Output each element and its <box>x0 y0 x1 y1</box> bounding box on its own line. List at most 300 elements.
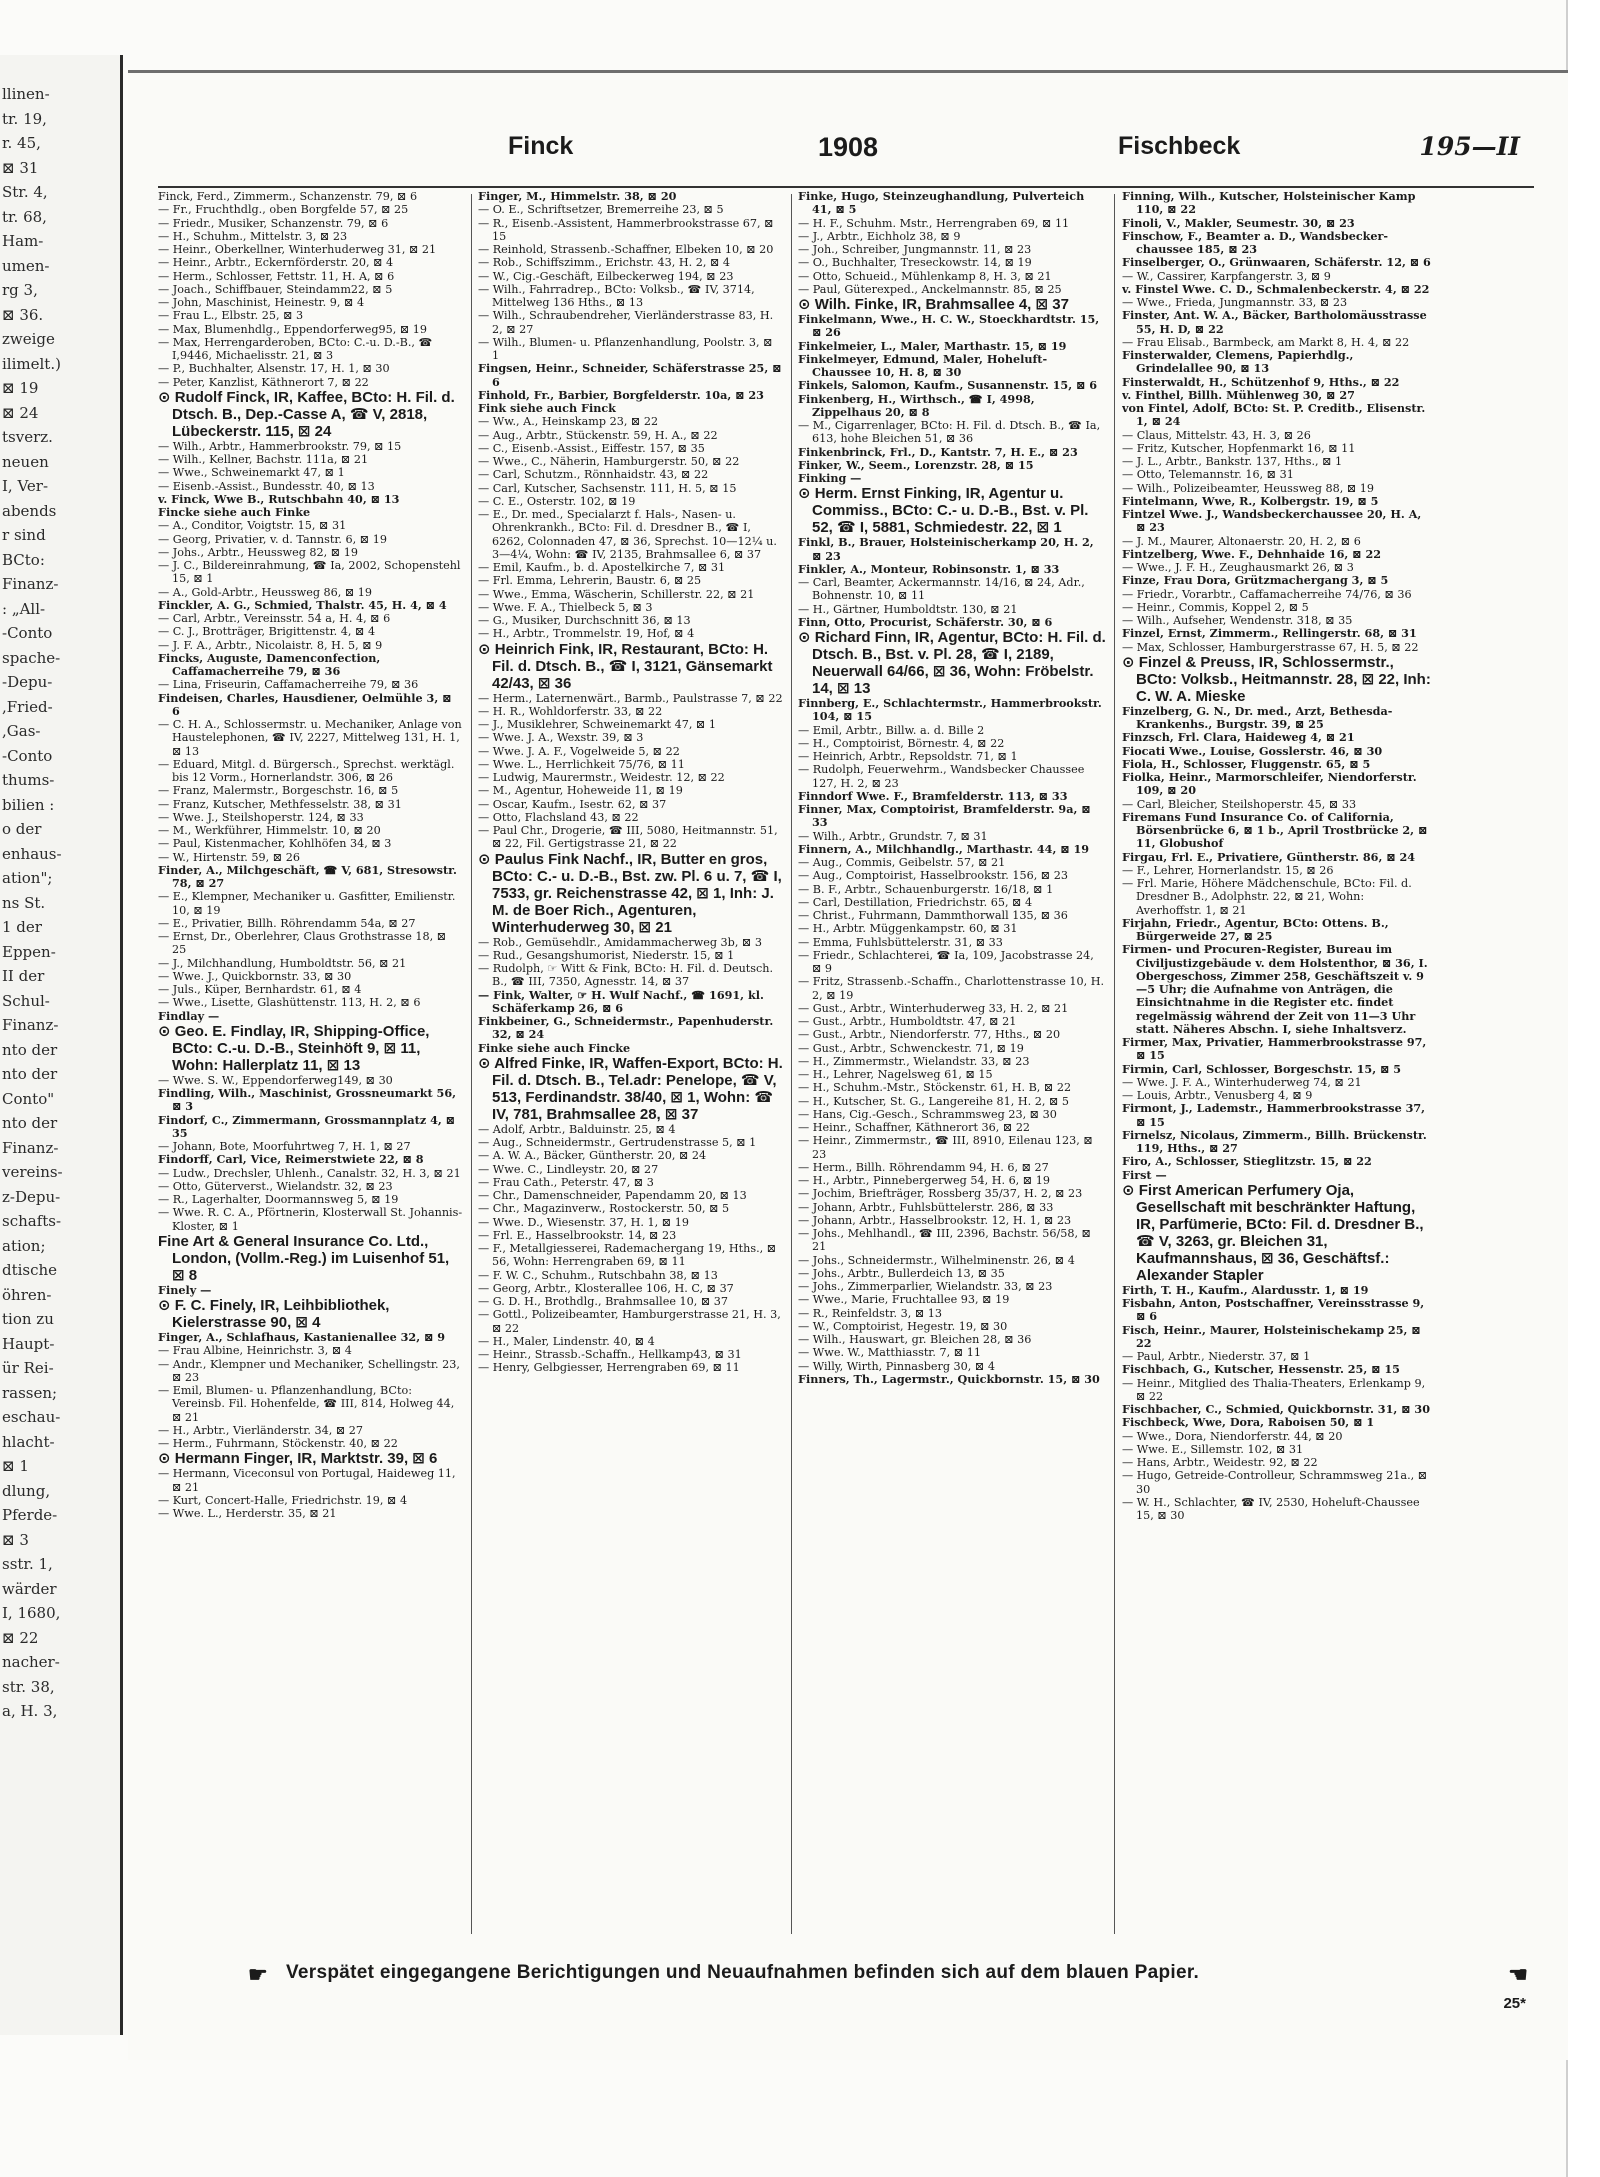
scan-margin <box>1566 0 1600 2177</box>
directory-entry: Finndorf Wwe. F., Bramfelderstr. 113, ⊠ 33 <box>798 789 1068 803</box>
directory-entry: — E., Privatier, Billh. Röhrendamm 54a, ⊠ 27 <box>158 916 416 930</box>
pointing-hand-icon: ☚ <box>1508 1962 1528 1988</box>
adjacent-page-fragment: wärder <box>2 1579 57 1598</box>
directory-entry: — Juls., Küper, Bernhardstr. 61, ⊠ 4 <box>158 983 362 996</box>
adjacent-page-fragment: dlung, <box>2 1481 51 1500</box>
adjacent-page-fragment: nto der <box>2 1114 58 1132</box>
adjacent-page-fragment: r. 45, <box>2 134 41 152</box>
directory-entry: — Oscar, Kaufm., Isestr. 62, ⊠ 37 <box>478 797 667 811</box>
directory-entry: ⊙ Hermann Finger, IR, Marktstr. 39, ⊠ 6 <box>158 1450 438 1468</box>
adjacent-page-fragment: dtische <box>2 1261 58 1279</box>
directory-entry: ⊙ Alfred Finke, IR, Waffen-Export, BCto: H. Fil. d. Dtsch. B., Tel.adr: Penelope, ☎ V, 513, Ferdinandstr. 38/40, ⊠ 1, Wohn: ☎ IV, 781, Brahmsallee 28, ⊠ 37 <box>478 1054 783 1123</box>
directory-entry: — Herm., Billh. Röhrendamm 94, H. 6, ⊠ 27 <box>798 1160 1049 1174</box>
directory-entry: Findlay — <box>158 1009 220 1023</box>
directory-entry: — R., Lagerhalter, Doormannsweg 5, ⊠ 19 <box>158 1193 399 1206</box>
adjacent-page-fragment: Haupt- <box>2 1334 55 1353</box>
directory-entry: First — <box>1122 1168 1167 1182</box>
adjacent-page-fragment: ns St. <box>2 893 46 912</box>
directory-entry: — Wwe., Schweinemarkt 47, ⊠ 1 <box>158 466 345 480</box>
directory-entry: — Georg, Privatier, v. d. Tannstr. 6, ⊠ 19 <box>158 532 387 546</box>
directory-entry: — Johann, Arbtr., Hasselbrookstr. 12, H. 1, ⊠ 23 <box>798 1213 1072 1227</box>
directory-entry: — Fritz, Kutscher, Hopfenmarkt 16, ⊠ 11 <box>1122 441 1356 455</box>
directory-entry: Finkbeiner, G., Schneidermstr., Papenhuderstr. 32, ⊠ 24 <box>478 1015 774 1042</box>
directory-entry: — Gust., Arbtr., Winterhuderweg 33, H. 2, ⊠ 21 <box>798 1001 1069 1015</box>
directory-entry: — Emil, Blumen- u. Pflanzenhandlung, BCto: Vereinsb. Fil. Hohenfelde, ☎ III, 814, Holweg 44, ⊠ 21 <box>158 1384 455 1424</box>
directory-entry: — Frau L., Elbstr. 25, ⊠ 3 <box>158 309 304 323</box>
directory-entry: — Wwe. D., Wiesenstr. 37, H. 1, ⊠ 19 <box>478 1215 689 1229</box>
directory-entry: — Emma, Fuhlsbüttelerstr. 31, ⊠ 33 <box>798 935 1003 949</box>
directory-entry: — Friedr., Schlachterei, ☎ Ia, 109, Jacobstrasse 24, ⊠ 9 <box>798 948 1094 975</box>
adjacent-page-fragment: Pferde- <box>2 1506 58 1524</box>
directory-entry: Finnern, A., Milchhandlg., Marthastr. 44, ⊠ 19 <box>798 842 1090 856</box>
directory-entry: — Wilh., Arbtr., Grundstr. 7, ⊠ 31 <box>798 829 988 843</box>
directory-entry: ⊙ Wilh. Finke, IR, Brahmsallee 4, ⊠ 37 <box>798 296 1069 313</box>
directory-entry: — G., Musiker, Durchschnitt 36, ⊠ 13 <box>478 614 691 627</box>
adjacent-page-fragment: BCto: <box>2 550 45 569</box>
directory-entry: Finsterwaldt, H., Schützenhof 9, Hths., ⊠ 22 <box>1122 375 1400 389</box>
adjacent-page-fragment: ⊠ 24 <box>2 403 39 422</box>
directory-entry: — Otto, Schueid., Mühlenkamp 8, H. 3, ⊠ 21 <box>798 269 1052 283</box>
directory-entry: — Wilh., Arbtr., Hammerbrookstr. 79, ⊠ 15 <box>158 439 402 453</box>
directory-entry: — Fr., Fruchthdlg., oben Borgfelde 57, ⊠ 25 <box>158 203 409 217</box>
directory-entry: — Wilh., Aufseher, Wendenstr. 318, ⊠ 35 <box>1122 614 1353 627</box>
adjacent-page-fragment: sstr. 1, <box>2 1555 53 1573</box>
column-1 <box>158 190 463 1940</box>
adjacent-page-fragment: Eppen- <box>2 942 56 961</box>
adjacent-page-fragment: ⊠ 19 <box>2 379 39 397</box>
column-3 <box>798 190 1106 1940</box>
directory-entry: — Paul Chr., Drogerie, ☎ III, 5080, Heitmannstr. 51, ⊠ 22, Fil. Gertigstrasse 21, ⊠ 22 <box>478 824 778 851</box>
directory-entry: Finhold, Fr., Barbier, Borgfelderstr. 10a, ⊠ 23 <box>478 388 764 402</box>
directory-entry: — G. D. H., Brothdlg., Brahmsallee 10, ⊠ 37 <box>478 1295 729 1308</box>
directory-entry: Finster, Ant. W. A., Bäcker, Bartholomäusstrasse 55, H. D, ⊠ 22 <box>1122 309 1427 336</box>
directory-entry: Firmen- und Procuren-Register, Bureau im Civiljustizgebäude v. dem Holstenthor, ⊠ 36, I. Obergeschoss, Zimmer 258, Geschäftszeit v. 9—5 Uhr; die Aufnahme von Anträgen, die Einsichtnahme in die Register etc. findet regelmässig während der Zeit von 11—3 Uhr statt. Näheres Abschn. I, siehe Inhaltsverz. <box>1122 943 1428 1036</box>
directory-entry: — J. M., Maurer, Altonaerstr. 20, H. 2, ⊠ 6 <box>1122 534 1361 548</box>
directory-entry: — Johs., Schneidermstr., Wilhelminenstr. 26, ⊠ 4 <box>798 1253 1075 1267</box>
directory-entry: — Ernst, Dr., Oberlehrer, Claus Grothstrasse 18, ⊠ 25 <box>158 930 447 957</box>
directory-entry: — Heinr., Zimmermstr., ☎ III, 8910, Eilenau 123, ⊠ 23 <box>798 1134 1093 1161</box>
adjacent-page-fragment: rassen; <box>2 1383 58 1402</box>
directory-entry: Fintelmann, Wwe, R., Kolbergstr. 19, ⊠ 5 <box>1122 494 1379 508</box>
directory-entry: Fischbach, G., Kutscher, Hessenstr. 25, ⊠ 15 <box>1122 1363 1400 1377</box>
directory-entry: — H. R., Wohldorferstr. 33, ⊠ 22 <box>478 704 663 718</box>
directory-entry: — H., Zimmermstr., Wielandstr. 33, ⊠ 23 <box>798 1054 1030 1068</box>
directory-entry: Finzsch, Frl. Clara, Haideweg 4, ⊠ 21 <box>1122 731 1355 745</box>
directory-entry: — Max, Herrengarderoben, BCto: C.-u. D.-B., ☎ I,9446, Michaelisstr. 21, ⊠ 3 <box>158 335 433 362</box>
directory-entry: — Frl. Marie, Höhere Mädchenschule, BCto: Fil. d. Dresdner B., Adolphstr. 22, ⊠ 21, Wohn: Averhoffstr. 1, ⊠ 21 <box>1122 877 1412 917</box>
directory-entry: von Fintel, Adolf, BCto: St. P. Creditb., Elisenstr. 1, ⊠ 24 <box>1122 402 1426 429</box>
directory-entry: — Eduard, Mitgl. d. Bürgersch., Sprechst. werktägl. bis 12 Vorm., Hornerlandstr. 306, ⊠ 26 <box>158 757 455 784</box>
directory-entry: — Herm., Schlosser, Fettstr. 11, H. A, ⊠ 6 <box>158 269 395 283</box>
directory-entry: — Carl, Kutscher, Sachsenstr. 111, H. 5, ⊠ 15 <box>478 481 737 495</box>
directory-entry: — H., Arbtr. Müggenkampstr. 60, ⊠ 31 <box>798 922 1018 936</box>
directory-entry: ⊙ Herm. Ernst Finking, IR, Agentur u. Commiss., BCto: C.- u. D.-B., Bst. v. Pl. 52, ☎ I, 5881, Schmiedestr. 22, ⊠ 1 <box>798 485 1089 537</box>
column-4 <box>1122 190 1432 1940</box>
directory-entry: Fincks, Auguste, Damenconfection, Caffamacherreihe 79, ⊠ 36 <box>158 651 381 678</box>
directory-entry: — Joh., Schreiber, Jungmannstr. 11, ⊠ 23 <box>798 243 1032 256</box>
directory-entry: — F. W. C., Schuhm., Rutschbahn 38, ⊠ 13 <box>478 1268 718 1282</box>
directory-entry: — Henry, Gelbgiesser, Herrengraben 69, ⊠ 11 <box>478 1361 740 1375</box>
directory-entry: — Hermann, Viceconsul von Portugal, Haideweg 11, ⊠ 21 <box>158 1467 456 1494</box>
directory-entry: — Johs., Zimmerparlier, Wielandstr. 33, ⊠ 23 <box>798 1280 1053 1293</box>
adjacent-page-fragment: tr. 19, <box>2 109 47 128</box>
directory-entry: — Frau Elisab., Barmbeck, am Markt 8, H. 4, ⊠ 22 <box>1122 335 1410 349</box>
adjacent-page-fragment: o der <box>2 820 42 838</box>
directory-entry: Finker, W., Seem., Lorenzstr. 28, ⊠ 15 <box>798 458 1034 472</box>
directory-entry: — Hans, Arbtr., Weidestr. 92, ⊠ 22 <box>1122 1456 1318 1469</box>
directory-entry: Firemans Fund Insurance Co. of California, Börsenbrücke 6, ⊠ 1 b., April Trostbrücke 2, ⊠ 11, Globushof <box>1122 810 1428 851</box>
directory-entry: — Max, Blumenhdlg., Eppendorferweg95, ⊠ 19 <box>158 322 428 336</box>
adjacent-page-fragment: nto der <box>2 1065 58 1083</box>
directory-entry: — Gust., Arbtr., Schwenckestr. 71, ⊠ 19 <box>798 1041 1024 1055</box>
directory-entry: — Wwe., Emma, Wäscherin, Schillerstr. 22, ⊠ 21 <box>478 587 755 601</box>
directory-entry: — Ludw., Drechsler, Uhlenh., Canalstr. 32, H. 3, ⊠ 21 <box>158 1166 461 1180</box>
directory-entry: — Paul, Kistenmacher, Kohlhöfen 34, ⊠ 3 <box>158 837 392 851</box>
directory-entry: Firmin, Carl, Schlosser, Borgeschstr. 15, ⊠ 5 <box>1122 1062 1402 1076</box>
directory-entry: — Wwe. W., Matthiasstr. 7, ⊠ 11 <box>798 1346 981 1360</box>
directory-entry: Finely — <box>158 1283 212 1297</box>
directory-entry: Firnelsz, Nicolaus, Zimmerm., Billh. Brückenstr. 119, Hths., ⊠ 27 <box>1122 1128 1427 1155</box>
pointing-hand-icon: ☛ <box>248 1962 268 1988</box>
directory-entry: ⊙ F. C. Finely, IR, Leihbibliothek, Kielerstrasse 90, ⊠ 4 <box>158 1297 390 1331</box>
directory-entry: — Rudolph, Feuerwehrm., Wandsbecker Chaussee 127, H. 2, ⊠ 23 <box>798 763 1085 790</box>
header-rule <box>158 186 1534 188</box>
directory-entry: — Franz, Kutscher, Methfesselstr. 38, ⊠ 31 <box>158 797 402 811</box>
directory-entry: — Rob., Gemüsehdlr., Amidammacherweg 3b, ⊠ 3 <box>478 935 762 949</box>
directory-entry: — H., Lehrer, Nagelsweg 61, ⊠ 15 <box>798 1068 993 1081</box>
adjacent-page-fragment: öhren- <box>2 1285 52 1304</box>
directory-entry: — Emil, Arbtr., Billw. a. d. Bille 2 <box>798 723 985 737</box>
directory-entry: v. Finck, Wwe B., Rutschbahn 40, ⊠ 13 <box>158 492 400 506</box>
directory-entry: Finckler, A. G., Schmied, Thalstr. 45, H. 4, ⊠ 4 <box>158 598 447 612</box>
page-footer <box>248 1960 1528 1992</box>
directory-entry: — M., Agentur, Hoheweide 11, ⊠ 19 <box>478 784 683 798</box>
directory-entry: — W., Hirtenstr. 59, ⊠ 26 <box>158 850 300 864</box>
adjacent-page-fragment: Conto" <box>2 1089 55 1108</box>
directory-entry: Firth, T. H., Kaufm., Alardusstr. 1, ⊠ 19 <box>1122 1283 1369 1297</box>
directory-entry: — Johann, Bote, Moorfuhrtweg 7, H. 1, ⊠ 27 <box>158 1140 411 1153</box>
adjacent-page-fragment: Schul- <box>2 991 50 1010</box>
directory-entry: — Paul, Arbtr., Niederstr. 37, ⊠ 1 <box>1122 1350 1311 1363</box>
directory-entry: — F., Metallgiesserei, Rademachergang 19, Hths., ⊠ 56, Wohn: Herrengraben 69, ⊠ 11 <box>478 1242 777 1269</box>
directory-entry: — Johs., Mehlhandl., ☎ III, 2396, Bachstr. 56/58, ⊠ 21 <box>798 1227 1091 1254</box>
top-rule <box>128 70 1568 73</box>
column-2 <box>478 190 783 1940</box>
directory-entry: Fintzelberg, Wwe. F., Dehnhaide 16, ⊠ 22 <box>1122 547 1382 561</box>
adjacent-page-fragment: Finanz- <box>2 1016 59 1034</box>
adjacent-page-fragment: zweige <box>2 330 55 348</box>
adjacent-page-fragment: Ham- <box>2 232 44 250</box>
directory-entry: — R., Reinfeldstr. 3, ⊠ 13 <box>798 1306 943 1320</box>
directory-entry: ⊙ Richard Finn, IR, Agentur, BCto: H. Fil. d. Dtsch. B., Bst. v. Pl. 28, ☎ I, 2189, Neuerwall 64/66, ⊠ 36, Wohn: Fröbelstr. 14, ⊠ 13 <box>798 629 1106 697</box>
directory-entry: — Frau Cath., Peterstr. 47, ⊠ 3 <box>478 1175 654 1189</box>
adjacent-page-fragment: thums- <box>2 771 55 789</box>
directory-entry: Finking — <box>798 472 862 485</box>
directory-entry: — Heinrich, Arbtr., Repsoldstr. 71, ⊠ 1 <box>798 750 1018 763</box>
adjacent-page-fragment: neuen <box>2 452 49 471</box>
adjacent-page-fragment: Finanz- <box>2 575 59 593</box>
directory-entry: — J., Milchhandlung, Humboldtstr. 56, ⊠ 21 <box>158 956 407 970</box>
directory-entry: Finzel, Ernst, Zimmerm., Rellingerstr. 68, ⊠ 31 <box>1122 627 1417 641</box>
directory-entry: — W. H., Schlachter, ☎ IV, 2530, Hoheluft-Chaussee 15, ⊠ 30 <box>1122 1495 1420 1522</box>
adjacent-page-fragment: eschau- <box>2 1408 61 1426</box>
adjacent-page-fragment: schafts- <box>2 1212 62 1230</box>
directory-entry: — Otto, Flachsland 43, ⊠ 22 <box>478 810 639 824</box>
directory-entry: — E., Klempner, Mechaniker u. Gasfitter, Emilienstr. 10, ⊠ 19 <box>158 890 456 917</box>
directory-entry: Finoli, V., Makler, Seumestr. 30, ⊠ 23 <box>1122 216 1355 230</box>
directory-entry: — A., Conditor, Voigtstr. 15, ⊠ 31 <box>158 519 347 533</box>
directory-entry: Fintzel Wwe. J., Wandsbeckerchaussee 20, H. A, ⊠ 23 <box>1122 508 1422 535</box>
directory-entry: — Carl, Arbtr., Vereinsstr. 54 a, H. 4, ⊠ 6 <box>158 612 391 625</box>
adjacent-page-fragment: vereins- <box>2 1163 63 1181</box>
directory-entry: — R., Eisenb.-Assistent, Hammerbrookstrasse 67, ⊠ 15 <box>478 216 774 243</box>
directory-entry: — Wwe., Lisette, Glashüttenstr. 113, H. 2, ⊠ 6 <box>158 996 421 1010</box>
directory-entry: — J., Arbtr., Eichholz 38, ⊠ 9 <box>798 229 961 243</box>
directory-entry: — A., Gold-Arbtr., Heussweg 86, ⊠ 19 <box>158 585 373 599</box>
directory-entry: — Johs., Arbtr., Heussweg 82, ⊠ 19 <box>158 545 358 559</box>
directory-entry: — Paul, Güterexped., Anckelmannstr. 85, ⊠ 25 <box>798 282 1062 296</box>
directory-entry: Fiolka, Heinr., Marmorschleifer, Niendorferstr. 109, ⊠ 20 <box>1122 771 1417 798</box>
column-divider <box>471 194 472 1934</box>
directory-entry: Finke siehe auch Fincke <box>478 1041 631 1055</box>
directory-entry: Finner, Max, Comptoirist, Bramfelderstr. 9a, ⊠ 33 <box>798 803 1091 830</box>
directory-entry: — Lina, Friseurin, Caffamacherreihe 79, ⊠ 36 <box>158 678 419 692</box>
directory-entry: — Wwe. J. F. A., Winterhuderweg 74, ⊠ 21 <box>1122 1075 1362 1089</box>
directory-entry: — Aug., Comptoirist, Hasselbrookstr. 156, ⊠ 23 <box>798 869 1068 883</box>
page-header <box>128 132 1568 178</box>
directory-entry: — Georg, Arbtr., Klosterallee 106, H. C, ⊠ 37 <box>478 1281 734 1295</box>
directory-entry: Findorf, C., Zimmermann, Grossmannplatz 4, ⊠ 35 <box>158 1113 456 1140</box>
directory-entry: — M., Werkführer, Himmelstr. 10, ⊠ 20 <box>158 824 381 837</box>
directory-entry: Fisch, Heinr., Maurer, Holsteinischekamp 25, ⊠ 22 <box>1122 1323 1421 1350</box>
directory-entry: Finkenbrinck, Frl., D., Kantstr. 7, H. E., ⊠ 23 <box>798 445 1078 459</box>
directory-entry: Firmer, Max, Privatier, Hammerbrookstrasse 97, ⊠ 15 <box>1122 1036 1427 1063</box>
directory-entry: Finck, Ferd., Zimmerm., Schanzenstr. 79, ⊠ 6 <box>158 190 418 203</box>
directory-entry: — Gust., Arbtr., Humboldtstr. 47, ⊠ 21 <box>798 1015 1017 1028</box>
directory-entry: — Carl, Schutzm., Rönnhaidstr. 43, ⊠ 22 <box>478 468 709 482</box>
directory-entry: — M., Cigarrenlager, BCto: H. Fil. d. Dtsch. B., ☎ Ia, 613, hohe Bleichen 51, ⊠ 36 <box>798 419 1101 446</box>
directory-entry: — H. F., Schuhm. Mstr., Herrengraben 69, ⊠ 11 <box>798 216 1070 230</box>
directory-entry: — Hugo, Getreide-Controlleur, Schrammsweg 21a., ⊠ 30 <box>1122 1469 1428 1496</box>
adjacent-page-fragment: -Conto <box>2 624 53 642</box>
directory-entry: Fischbeck, Wwe, Dora, Raboisen 50, ⊠ 1 <box>1122 1416 1375 1430</box>
directory-entry: — Johs., Arbtr., Bullerdeich 13, ⊠ 35 <box>798 1266 1005 1280</box>
directory-entry: — F., Lehrer, Hornerlandstr. 15, ⊠ 26 <box>1122 863 1334 877</box>
directory-entry: Fischbacher, C., Schmied, Quickbornstr. 31, ⊠ 30 <box>1122 1403 1430 1416</box>
adjacent-page-fragment: ⊠ 3 <box>2 1530 29 1549</box>
directory-entry: Finkelmeier, L., Maler, Marthastr. 15, ⊠ 19 <box>798 339 1067 353</box>
adjacent-page-fragment: ⊠ 31 <box>2 158 39 177</box>
directory-entry: — Wwe. F. A., Thielbeck 5, ⊠ 3 <box>478 600 653 614</box>
directory-entry: ⊙ Paulus Fink Nachf., IR, Butter en gros, BCto: C.- u. D.-B., Bst. zw. Pl. 6 u. 7, ☎ I, 7533, gr. Reichenstrasse 42, ⊠ 1, Inh: J. M. de Boer Rich., Agenturen, Winterhuderweg 30, ⊠ 21 <box>478 850 782 936</box>
directory-entry: — H., Arbtr., Vierländerstr. 34, ⊠ 27 <box>158 1423 364 1437</box>
adjacent-page-fragment: ⊠ 22 <box>2 1628 39 1647</box>
directory-entry: — Wilh., Fahrradrep., BCto: Volksb., ☎ IV, 3714, Mittelweg 136 Hths., ⊠ 13 <box>478 282 755 309</box>
directory-page <box>128 70 1568 2060</box>
directory-entry: — Adolf, Arbtr., Balduinstr. 25, ⊠ 4 <box>478 1122 676 1136</box>
directory-entry: — Joach., Schiffbauer, Steindamm22, ⊠ 5 <box>158 282 393 296</box>
directory-entry: — Eisenb.-Assist., Bundesstr. 40, ⊠ 13 <box>158 479 375 493</box>
directory-entry: Finning, Wilh., Kutscher, Holsteinischer Kamp 110, ⊠ 22 <box>1122 190 1416 217</box>
adjacent-page-fragment: ⊠ 1 <box>2 1457 29 1475</box>
directory-entry: ⊙ Rudolf Finck, IR, Kaffee, BCto: H. Fil. d. Dtsch. B., Dep.-Casse A, ☎ V, 2818, Lübeckerstr. 115, ⊠ 24 <box>158 388 455 440</box>
directory-entry: — C. J., Brotträger, Brigittenstr. 4, ⊠ 4 <box>158 625 376 639</box>
adjacent-page-fragment: : „All- <box>2 599 46 618</box>
directory-entry: — Heinr., Mitglied des Thalia-Theaters, Erlenkamp 9, ⊠ 22 <box>1122 1376 1426 1403</box>
directory-entry: — A. W. A., Bäcker, Güntherstr. 20, ⊠ 24 <box>478 1149 707 1163</box>
directory-entry: — Claus, Mittelstr. 43, H. 3, ⊠ 26 <box>1122 428 1311 442</box>
directory-entry: — Wwe., Frieda, Jungmannstr. 33, ⊠ 23 <box>1122 296 1348 309</box>
adjacent-page-fragment: hlacht- <box>2 1432 55 1451</box>
directory-entry: — Wilh., Schraubendreher, Vierländerstrasse 83, H. 2, ⊠ 27 <box>478 309 774 336</box>
directory-entry: — Otto, Güterverst., Wielandstr. 32, ⊠ 23 <box>158 1179 393 1193</box>
directory-entry: — Wwe. R. C. A., Pförtnerin, Klosterwall St. Johannis-Kloster, ⊠ 1 <box>158 1206 463 1233</box>
adjacent-page-fragment: I, 1680, <box>2 1604 61 1622</box>
directory-entry: ⊙ Geo. E. Findlay, IR, Shipping-Office, BCto: C.-u. D.-B., Steinhöft 9, ⊠ 11, Wohn: Hallerplatz 11, ⊠ 13 <box>158 1022 430 1074</box>
directory-entry: — H., Gärtner, Humboldtstr. 130, ⊠ 21 <box>798 602 1018 616</box>
directory-entry: — H., Schuhm.-Mstr., Stöckenstr. 61, H. B, ⊠ 22 <box>798 1081 1072 1095</box>
adjacent-page-fragment: ür Rei- <box>2 1359 54 1377</box>
directory-entry: — J. C., Bildereinrahmung, ☎ Ia, 2002, Schopenstehl 15, ⊠ 1 <box>158 559 461 586</box>
adjacent-page-fragment: I, Ver- <box>2 477 49 495</box>
directory-entry: — Frau Albine, Heinrichstr. 3, ⊠ 4 <box>158 1344 352 1358</box>
directory-entry: — Heinr., Arbtr., Eckernförderstr. 20, ⊠ 4 <box>158 256 394 270</box>
adjacent-page-fragment: llinen- <box>2 85 50 103</box>
directory-entry: Fine Art & General Insurance Co. Ltd., London, (Vollm.-Reg.) im Luisenhof 51, ⊠ 8 <box>158 1232 450 1284</box>
directory-entry: — Aug., Commis, Geibelstr. 57, ⊠ 21 <box>798 856 1006 869</box>
directory-entry: — Wwe., C., Näherin, Hamburgerstr. 50, ⊠ 22 <box>478 455 740 468</box>
directory-entry: — Friedr., Musiker, Schanzenstr. 79, ⊠ 6 <box>158 216 389 230</box>
directory-entry: — E., Dr. med., Specialarzt f. Hals-, Nasen- u. Ohrenkrankh., BCto: Fil. d. Dresdner B., ☎ I, 6262, Colonnaden 47, ⊠ 36, Sprechst. 10—12¼ u. 3—4¼, Wohn: ☎ IV, 2135, Brahmsallee 6, ⊠ 37 <box>478 508 777 561</box>
directory-entry: — Fritz, Strassenb.-Schaffn., Charlottenstrasse 10, H. 2, ⊠ 19 <box>798 975 1105 1002</box>
directory-entry: — Heinr., Oberkellner, Winterhuderweg 31, ⊠ 21 <box>158 243 437 256</box>
directory-entry: — H., Maler, Lindenstr. 40, ⊠ 4 <box>478 1334 655 1348</box>
directory-entry: — Chr., Damenschneider, Papendamm 20, ⊠ 13 <box>478 1189 747 1202</box>
adjacent-page-fragment: ation; <box>2 1236 46 1255</box>
directory-entry: — John, Maschinist, Heinestr. 9, ⊠ 4 <box>158 296 365 309</box>
adjacent-page-fragment: ation"; <box>2 869 53 887</box>
directory-entry: Finselberger, O., Grünwaaren, Schäferstr. 12, ⊠ 6 <box>1122 256 1431 270</box>
adjacent-page-fragment: tr. 68, <box>2 207 47 226</box>
directory-entry: — Wwe. L., Herderstr. 35, ⊠ 21 <box>158 1507 337 1520</box>
directory-entry: Finkelmeyer, Edmund, Maler, Hoheluft-Chaussee 10, H. 8, ⊠ 30 <box>798 352 1048 379</box>
directory-entry: — Wwe. E., Sillemstr. 102, ⊠ 31 <box>1122 1442 1304 1456</box>
directory-entry: — Wwe., J. F. H., Zeughausmarkt 26, ⊠ 3 <box>1122 561 1354 574</box>
adjacent-page-fragment: ⊠ 36. <box>2 305 44 324</box>
directory-entry: Firjahn, Friedr., Agentur, BCto: Ottens. B., Bürgerweide 27, ⊠ 25 <box>1122 916 1389 943</box>
directory-entry: Fiola, H., Schlosser, Fluggenstr. 65, ⊠ 5 <box>1122 757 1371 771</box>
directory-entry: Finkels, Salomon, Kaufm., Susannenstr. 15, ⊠ 6 <box>798 379 1098 393</box>
directory-entry: — Wwe. J., Steilshoperstr. 124, ⊠ 33 <box>158 810 364 824</box>
directory-entry: — Ludwig, Maurermstr., Weidestr. 12, ⊠ 22 <box>478 771 725 784</box>
directory-entry: — W., Cig.-Geschäft, Eilbeckerweg 194, ⊠ 23 <box>478 269 734 283</box>
directory-entry: — Franz, Malermstr., Borgeschstr. 16, ⊠ 5 <box>158 784 399 798</box>
directory-entry: — B. F., Arbtr., Schauenburgerstr. 16/18, ⊠ 1 <box>798 882 1054 896</box>
directory-entry: Finkelmann, Wwe., H. C. W., Stoeckhardtstr. 15, ⊠ 26 <box>798 313 1100 340</box>
directory-entry: ⊙ Heinrich Fink, IR, Restaurant, BCto: H. Fil. d. Dtsch. B., ☎ I, 3121, Gänsemarkt 42/43, ⊠ 36 <box>478 640 773 692</box>
directory-entry: — Wwe., Dora, Niendorferstr. 44, ⊠ 20 <box>1122 1429 1343 1443</box>
directory-entry: — Louis, Arbtr., Venusberg 4, ⊠ 9 <box>1122 1089 1313 1102</box>
header-left-keyword: Finck <box>508 132 574 160</box>
directory-entry: — P., Buchhalter, Alsenstr. 17, H. 1, ⊠ 30 <box>158 362 390 376</box>
adjacent-page-fragment: rg 3, <box>2 281 38 299</box>
directory-entry: — O. E., Schriftsetzer, Bremerreihe 23, ⊠ 5 <box>478 203 724 217</box>
directory-entry: ⊙ First American Perfumery Oja, Gesellschaft mit beschränkter Haftung, IR, Parfümerie, BCto: Fil. d. Dresdner B., ☎ V, 3263, gr. Bleichen 31, Kaufmannshaus, ⊠ 36, Geschäftsf.: Alexander Stapler <box>1122 1181 1424 1284</box>
directory-entry: — Rudolph, ☞ Witt & Fink, BCto: H. Fil. d. Deutsch. B., ☎ III, 7350, Agnesstr. 14, ⊠ 37 <box>478 962 774 989</box>
directory-entry: — W., Comptoirist, Hegestr. 19, ⊠ 30 <box>798 1319 1008 1333</box>
directory-entry: — Max, Schlosser, Hamburgerstrasse 67, H. 5, ⊠ 22 <box>1122 640 1419 654</box>
directory-entry: Fisbahn, Anton, Postschaffner, Vereinsstrasse 9, ⊠ 6 <box>1122 1297 1425 1324</box>
directory-entry: — Aug., Schneidermstr., Gertrudenstrasse 5, ⊠ 1 <box>478 1136 757 1149</box>
directory-entry: — J. L., Arbtr., Bankstr. 137, Hths., ⊠ 1 <box>1122 455 1343 468</box>
directory-columns <box>138 190 1528 1940</box>
directory-entry: — Chr., Magazinverw., Rostockerstr. 50, ⊠ 5 <box>478 1202 730 1216</box>
directory-entry: — Heinr., Strassb.-Schaffn., Hellkamp43, ⊠ 31 <box>478 1348 742 1361</box>
directory-entry: — Wwe. J. A. F., Vogelweide 5, ⊠ 22 <box>478 744 680 758</box>
directory-entry: — Christ., Fuhrmann, Dammthorwall 135, ⊠ 36 <box>798 909 1068 922</box>
directory-entry: — H., Schuhm., Mittelstr. 3, ⊠ 23 <box>158 229 348 243</box>
directory-entry: — Kurt, Concert-Halle, Friedrichstr. 19, ⊠ 4 <box>158 1493 408 1507</box>
adjacent-page-fragment: ilimelt.) <box>2 354 61 373</box>
directory-entry: Finschow, F., Beamter a. D., Wandsbecker-chaussee 185, ⊠ 23 <box>1122 229 1389 256</box>
directory-entry: — Wwe. L., Herrlichkeit 75/76, ⊠ 11 <box>478 757 685 771</box>
directory-entry: — Carl, Beamter, Ackermannstr. 14/16, ⊠ 24, Adr., Bohnenstr. 10, ⊠ 11 <box>798 576 1085 603</box>
adjacent-page-fragment: ,Gas- <box>2 722 41 740</box>
footer-note: Verspätet eingegangene Berichtigungen und Neuaufnahmen befinden sich auf dem blauen Papier. <box>286 1962 1200 1983</box>
directory-entry: — Jochim, Briefträger, Rossberg 35/37, H. 2, ⊠ 23 <box>798 1187 1083 1201</box>
column-divider <box>1114 194 1115 1934</box>
directory-entry: Finkenberg, H., Wirthsch., ☎ I, 4998, Zippelhaus 20, ⊠ 8 <box>798 392 1035 419</box>
column-divider <box>791 194 792 1934</box>
directory-entry: — Willy, Wirth, Pinnasberg 30, ⊠ 4 <box>798 1359 995 1373</box>
directory-entry: v. Finstel Wwe. C. D., Schmalenbeckerstr. 4, ⊠ 22 <box>1122 282 1430 296</box>
directory-entry: — Aug., Arbtr., Stückenstr. 59, H. A., ⊠ 22 <box>478 428 718 442</box>
directory-entry: — C. E., Osterstr. 102, ⊠ 19 <box>478 494 636 508</box>
adjacent-page-fragment: Str. 4, <box>2 183 48 201</box>
header-right-keyword: Fischbeck <box>1118 132 1241 160</box>
directory-entry: — Wwe. S. W., Eppendorferweg149, ⊠ 30 <box>158 1073 393 1087</box>
directory-entry: — Hans, Cig.-Gesch., Schrammsweg 23, ⊠ 30 <box>798 1107 1057 1121</box>
adjacent-page-fragment: umen- <box>2 256 50 275</box>
directory-entry: Firmont, J., Lademstr., Hammerbrookstrasse 37, ⊠ 15 <box>1122 1102 1426 1129</box>
adjacent-page-fragment: II der <box>2 967 45 985</box>
adjacent-page-fragment: a, H. 3, <box>2 1702 58 1720</box>
directory-entry: — Rud., Gesangshumorist, Niederstr. 15, ⊠ 1 <box>478 948 735 962</box>
directory-entry: Findling, Wilh., Maschinist, Grossneumarkt 56, ⊠ 3 <box>158 1087 456 1114</box>
directory-entry: — Reinhold, Strassenb.-Schaffner, Elbeken 10, ⊠ 20 <box>478 243 774 256</box>
adjacent-page-fragment: Finanz- <box>2 1138 59 1157</box>
directory-entry: — Emil, Kaufm., b. d. Apostelkirche 7, ⊠ 31 <box>478 561 726 574</box>
directory-entry: — Andr., Klempner und Mechaniker, Schellingstr. 23, ⊠ 23 <box>158 1357 460 1384</box>
directory-entry: — H., Comptoirist, Börnestr. 4, ⊠ 22 <box>798 736 1005 750</box>
directory-entry: — Wwe. J., Quickbornstr. 33, ⊠ 30 <box>158 969 352 983</box>
directory-entry: — C. H. A., Schlossermstr. u. Mechaniker, Anlage von Haustelephonen, ☎ IV, 2227, Mittelweg 131, H. 1, ⊠ 13 <box>158 718 462 758</box>
adjacent-page-fragment: spache- <box>2 648 61 667</box>
directory-entry: Finder, A., Milchgeschäft, ☎ V, 681, Stresowstr. 78, ⊠ 27 <box>158 863 457 890</box>
directory-entry: Finn, Otto, Procurist, Schäferstr. 30, ⊠ 6 <box>798 615 1053 629</box>
adjacent-page-fragment: nacher- <box>2 1653 60 1671</box>
directory-entry: Finze, Frau Dora, Grützmachergang 3, ⊠ 5 <box>1122 574 1389 588</box>
directory-entry: — H., Arbtr., Pinnebergerweg 54, H. 6, ⊠ 19 <box>798 1174 1050 1187</box>
adjacent-page-fragment: -Conto <box>2 746 53 765</box>
directory-entry: — Peter, Kanzlist, Käthnerort 7, ⊠ 22 <box>158 375 369 389</box>
header-year: 1908 <box>818 132 879 162</box>
directory-entry: — Gust., Arbtr., Niendorferstr. 77, Hths., ⊠ 20 <box>798 1028 1061 1042</box>
directory-entry: Finners, Th., Lagermstr., Quickbornstr. 15, ⊠ 30 <box>798 1372 1100 1386</box>
directory-entry: Findorff, Carl, Vice, Reimerstwiete 22, ⊠ 8 <box>158 1153 424 1167</box>
directory-entry: — J., Musiklehrer, Schweinemarkt 47, ⊠ 1 <box>478 718 716 731</box>
directory-entry: Finkler, A., Monteur, Robinsonstr. 1, ⊠ 33 <box>798 562 1060 576</box>
